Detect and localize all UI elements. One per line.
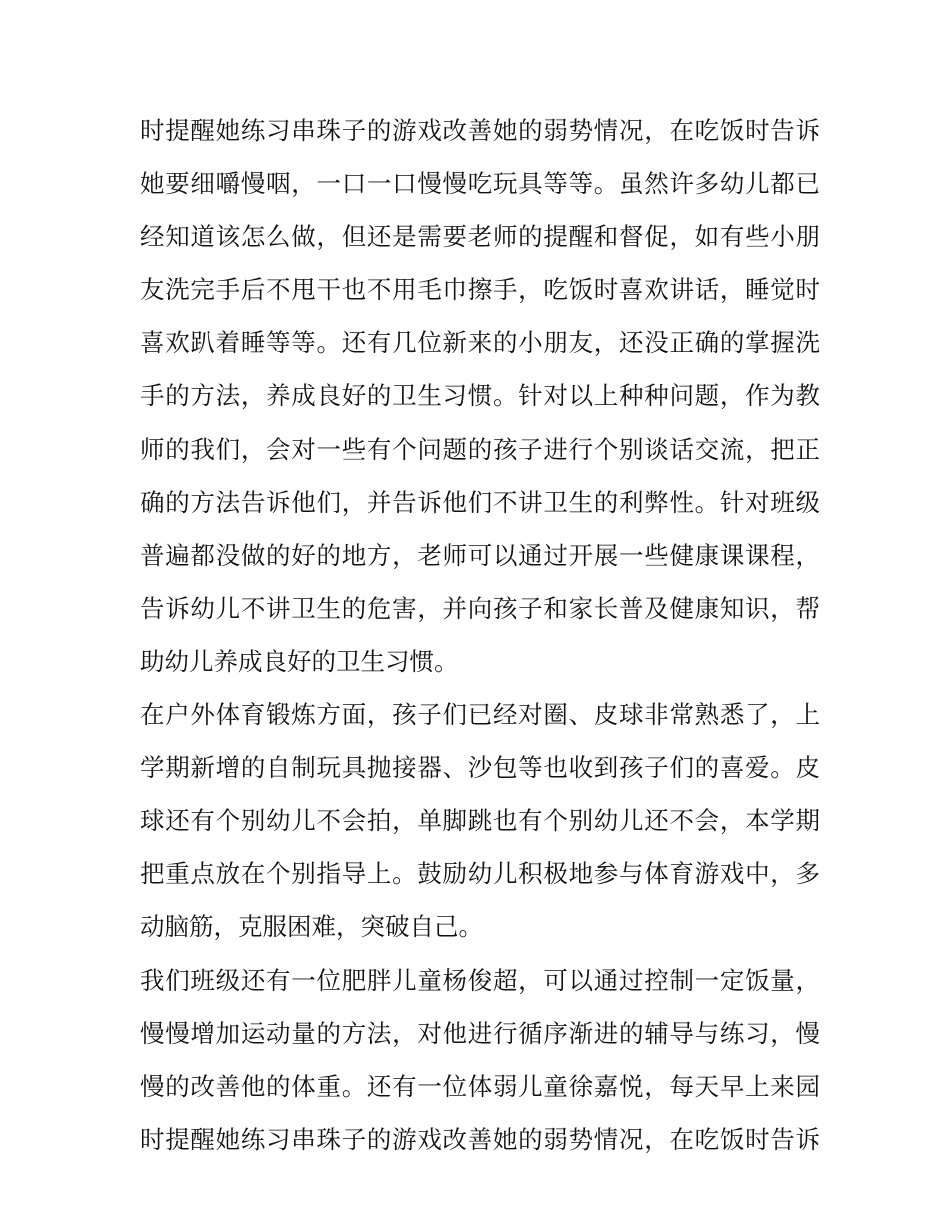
text-line: 普遍都没做的好的地方，老师可以通过开展一些健康课课程， <box>140 540 820 570</box>
text-line: 我们班级还有一位肥胖儿童杨俊超，可以通过控制一定饭量， <box>140 965 820 995</box>
text-line: 慢慢增加运动量的方法，对他进行循序渐进的辅导与练习，慢 <box>140 1018 820 1048</box>
text-line: 学期新增的自制玩具抛接器、沙包等也收到孩子们的喜爱。皮 <box>140 753 820 783</box>
body-text <box>140 104 820 1166</box>
text-line: 时提醒她练习串珠子的游戏改善她的弱势情况，在吃饭时告诉 <box>140 116 820 145</box>
text-line: 确的方法告诉他们，并告诉他们不讲卫生的利弊性。针对班级 <box>140 487 820 517</box>
text-line: 喜欢趴着睡等等。还有几位新来的小朋友，还没正确的掌握洗 <box>140 328 820 358</box>
text-line: 动脑筋，克服困难，突破自己。 <box>140 912 483 942</box>
text-line: 师的我们，会对一些有个问题的孩子进行个别谈话交流，把正 <box>140 434 820 464</box>
text-line: 把重点放在个别指导上。鼓励幼儿积极地参与体育游戏中，多 <box>140 859 820 889</box>
text-line: 助幼儿养成良好的卫生习惯。 <box>140 646 459 676</box>
text-line: 友洗完手后不甩干也不用毛巾擦手，吃饭时喜欢讲话，睡觉时 <box>140 275 820 305</box>
text-line: 经知道该怎么做，但还是需要老师的提醒和督促，如有些小朋 <box>140 222 820 252</box>
text-line: 在户外体育锻炼方面，孩子们已经对圈、皮球非常熟悉了，上 <box>140 700 820 730</box>
text-line: 时提醒她练习串珠子的游戏改善她的弱势情况，在吃饭时告诉 <box>140 1124 820 1154</box>
text-line: 慢的改善他的体重。还有一位体弱儿童徐嘉悦，每天早上来园 <box>140 1071 820 1101</box>
text-line: 她要细嚼慢咽，一口一口慢慢吃玩具等等。虽然许多幼儿都已 <box>140 169 820 199</box>
text-line: 告诉幼儿不讲卫生的危害，并向孩子和家长普及健康知识，帮 <box>140 593 820 623</box>
text-line: 球还有个别幼儿不会拍，单脚跳也有个别幼儿还不会，本学期 <box>140 806 820 836</box>
text-line: 手的方法，养成良好的卫生习惯。针对以上种种问题，作为教 <box>140 381 820 411</box>
